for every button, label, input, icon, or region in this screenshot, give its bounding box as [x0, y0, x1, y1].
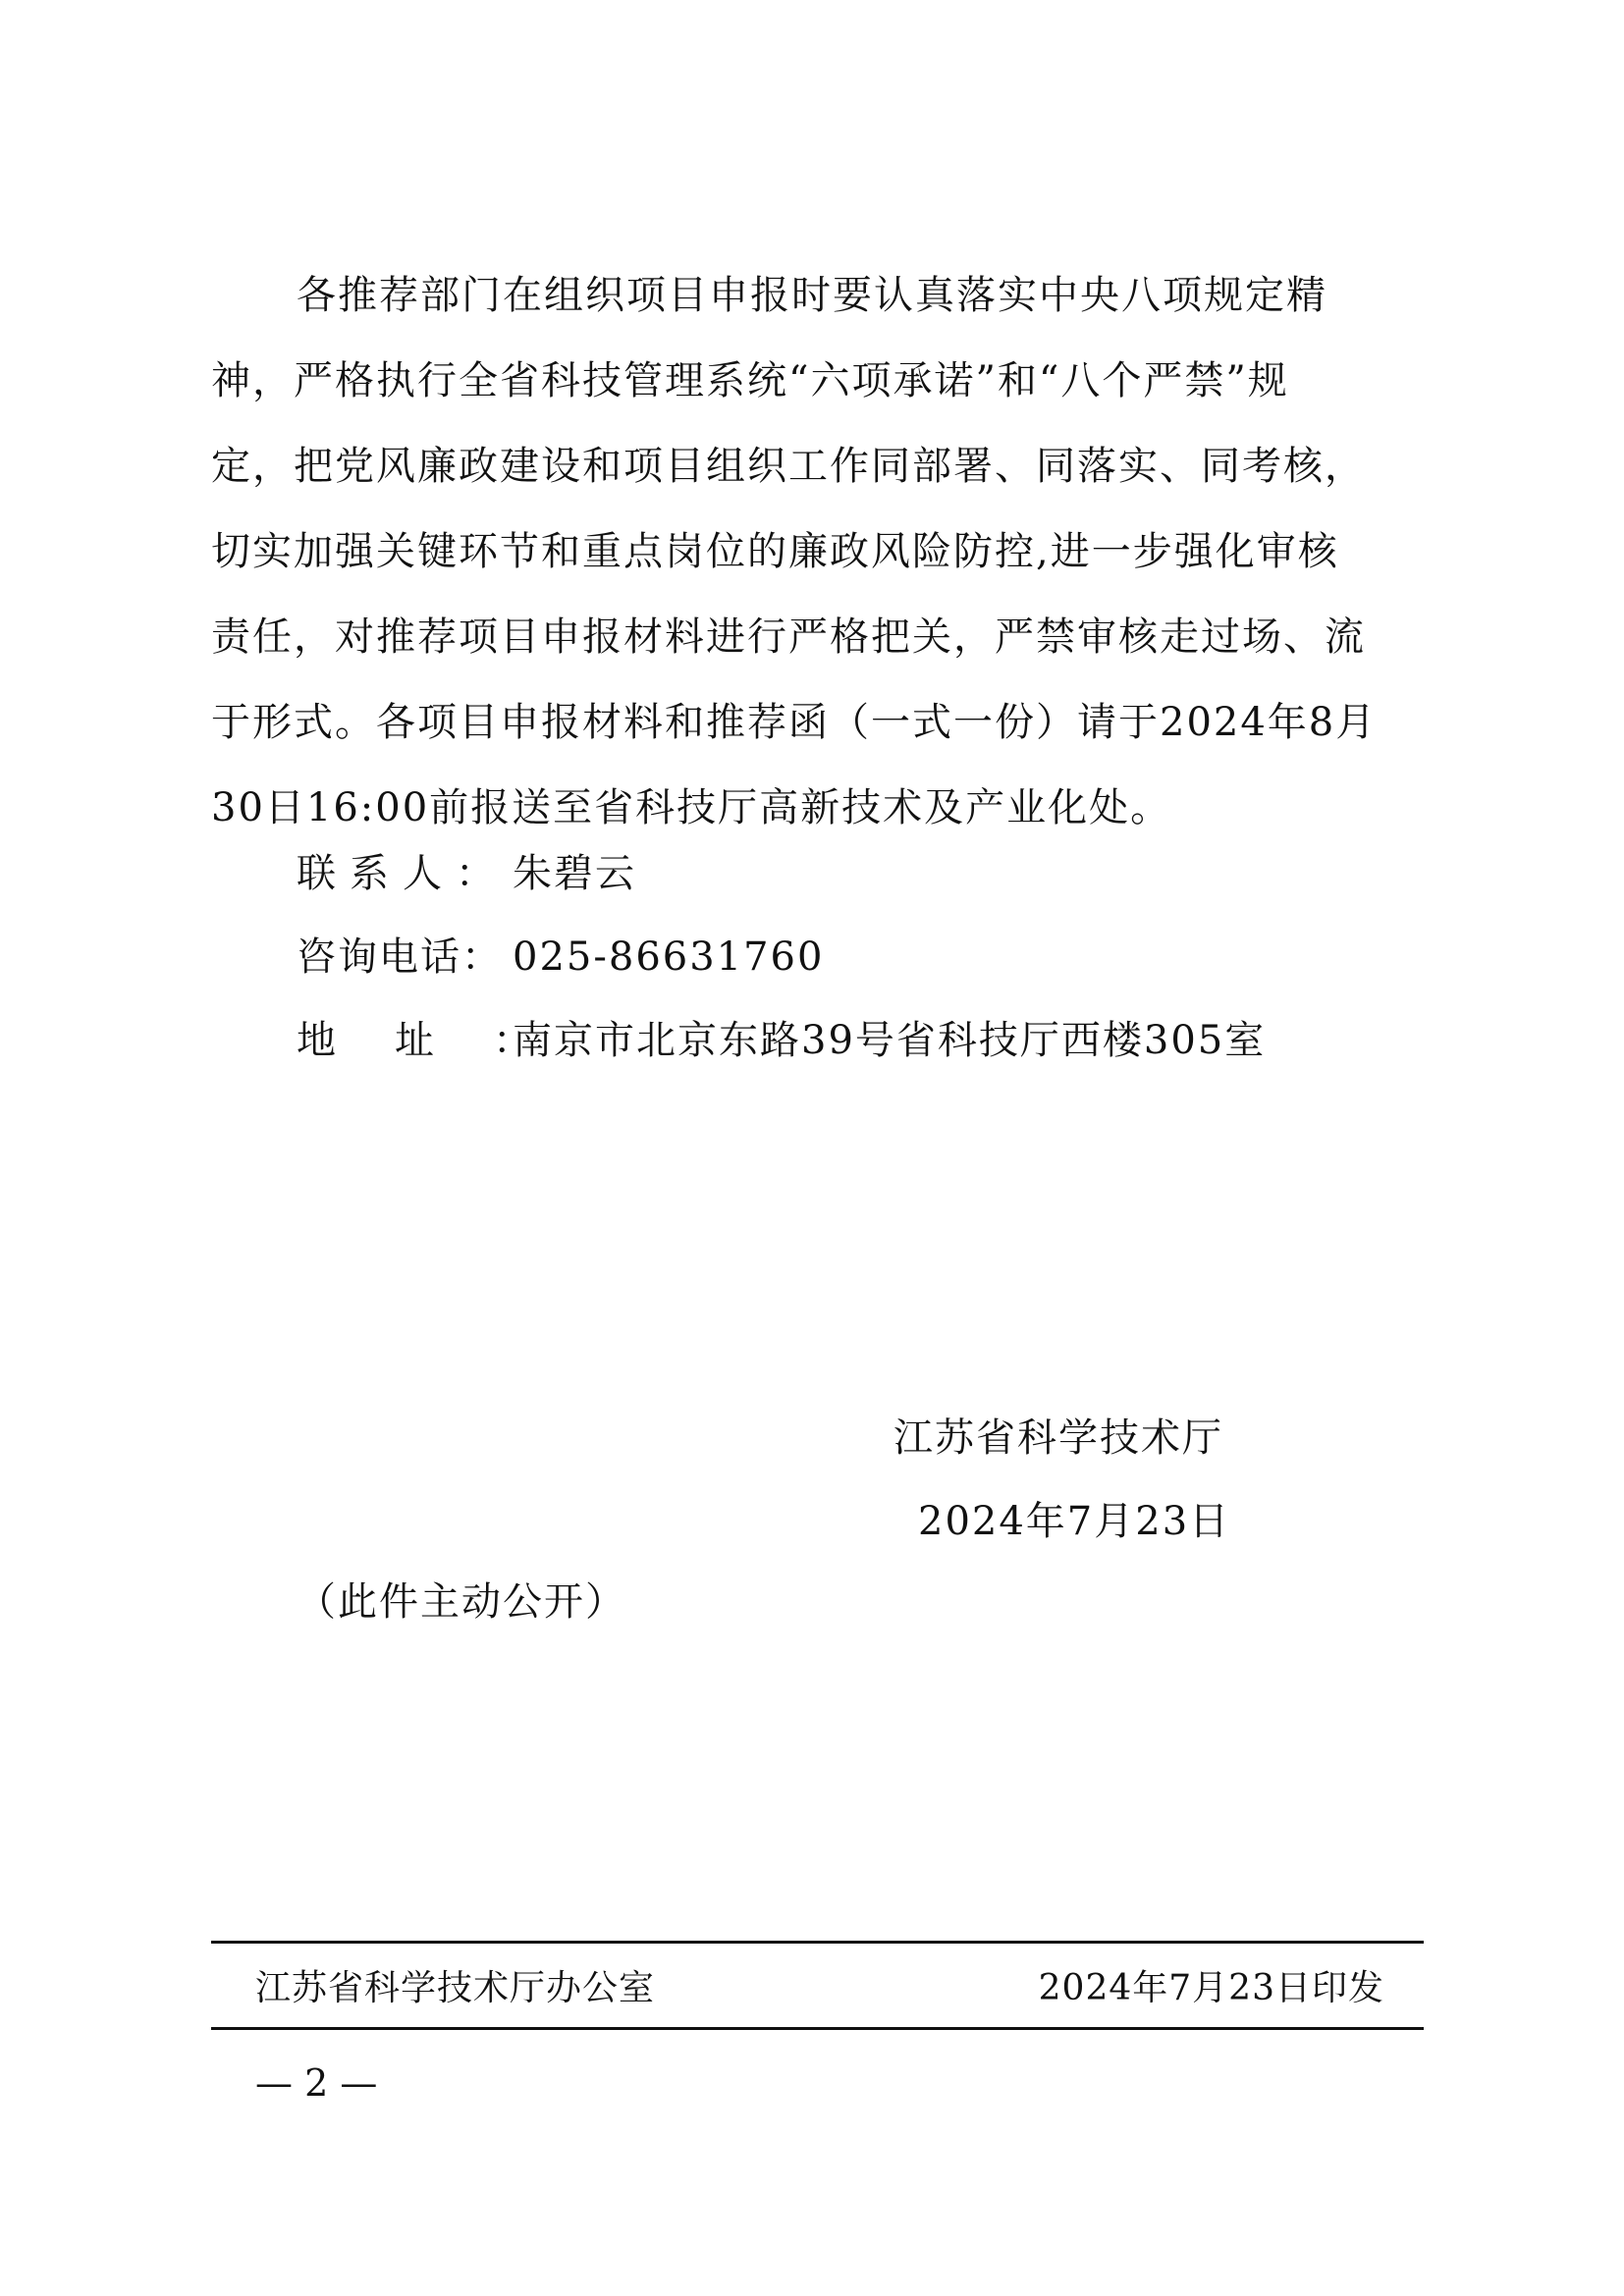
contact-person-value: 朱碧云	[513, 851, 636, 896]
contact-address-value: 南京市北京东路39号省科技厅西楼305室	[513, 1018, 1267, 1063]
signature-date: 2024年7月23日	[918, 1499, 1231, 1544]
contact-person-label: 联系人：	[297, 851, 509, 896]
body-paragraph	[211, 253, 1424, 851]
body-line: 切实加强关键环节和重点岗位的廉政风险防控,进一步强化审核	[211, 529, 1339, 574]
body-line: 各推荐部门在组织项目申报时要认真落实中央八项规定精	[297, 273, 1327, 318]
footer-issue-row	[255, 1960, 1384, 2010]
body-line: 神，严格执行全省科技管理系统“六项承诺”和“八个严禁”规	[211, 358, 1289, 403]
footer-top-rule	[211, 1941, 1424, 1944]
public-disclosure-note: （此件主动公开）	[297, 1579, 626, 1625]
contact-address-label: 地址：	[297, 1018, 591, 1063]
contact-person	[297, 842, 636, 898]
contact-phone-label: 咨询电话：	[297, 934, 503, 980]
contact-phone-value: 025-86631760	[513, 934, 825, 980]
contact-phone	[297, 926, 824, 982]
body-line: 定，把党风廉政建设和项目组织工作同部署、同落实、同考核，	[211, 444, 1366, 489]
footer-bottom-rule	[211, 2027, 1424, 2030]
footer-issue-date: 2024年7月23日印发	[1038, 1968, 1384, 2008]
page-number: — 2 —	[255, 2061, 378, 2105]
contact-address	[297, 1009, 1266, 1065]
footer-issuer: 江苏省科学技术厅办公室	[255, 1968, 656, 2008]
signature-org: 江苏省科学技术厅	[893, 1415, 1223, 1461]
body-line: 30日16:00前报送至省科技厅高新技术及产业化处。	[211, 785, 1172, 830]
body-line: 责任，对推荐项目申报材料进行严格把关，严禁审核走过场、流	[211, 614, 1366, 660]
body-line: 于形式。各项目申报材料和推荐函（一式一份）请于2024年8月	[211, 700, 1378, 745]
